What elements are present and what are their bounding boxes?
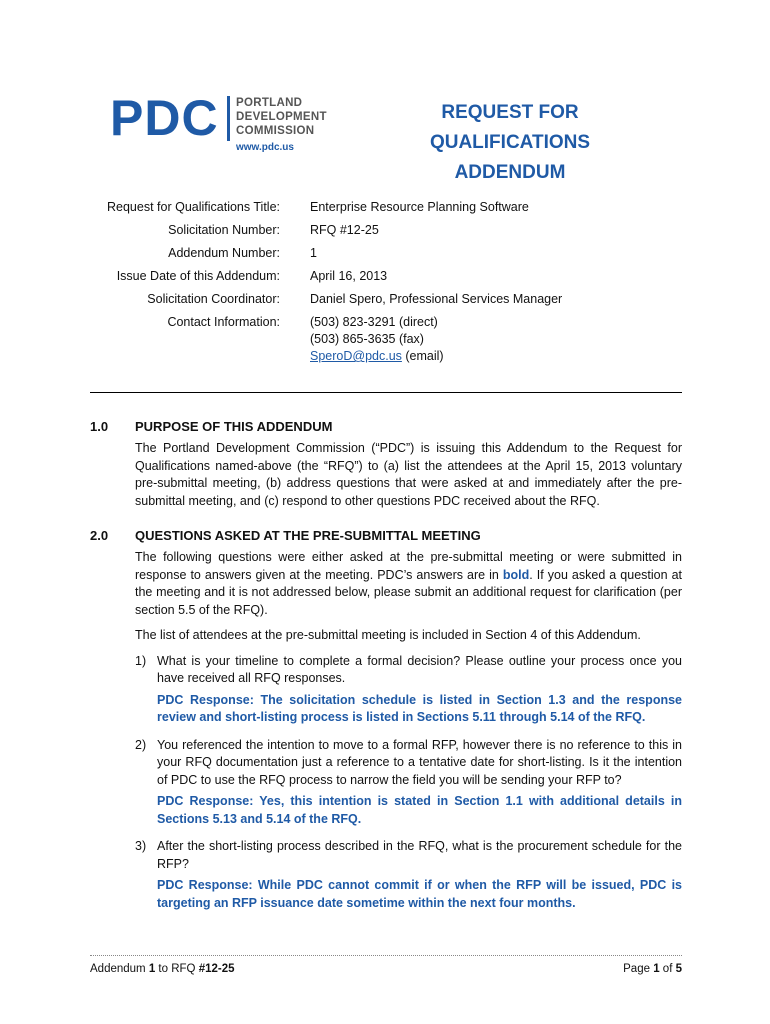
email-suffix: (email) [401,349,444,363]
meta-label: Contact Information: [167,315,280,329]
question-response: PDC Response: Yes, this intention is stated in Section 1.1 with additional details in Sections 5.13 and 5.14 of the RFQ. [157,794,682,826]
footer-left [90,963,235,975]
section-title: QUESTIONS ASKED AT THE PRE-SUBMITTAL MEETING [135,528,481,543]
contact-fax: (503) 865-3635 (fax) [310,332,424,346]
contact-info [310,314,690,365]
email-link[interactable]: SperoD@pdc.us [310,349,402,363]
question-number: 2) [135,737,147,752]
question-number: 3) [135,839,147,853]
section-number: 1.0 [90,419,109,434]
question-text: You referenced the intention to move to a formal RFP, however there is no reference to this in your RFQ documentation just a reference to a tentative date for short-listing. Is it the intention of PDC to use the RFQ process to narrow the field you will be sending your RFP to? [157,737,682,787]
footer-text: Addendum [90,963,149,975]
logo-name-line: PORTLAND [236,97,303,109]
intro-text-a: The following questions were either asked at the pre-submittal meeting or were submitted in response to answers given at the meeting. PDC’s answers are in [135,550,682,582]
meta-label: Request for Qualifications Title: [107,200,280,214]
header-divider [90,392,682,393]
footer-divider [90,955,682,956]
section-number: 2.0 [90,528,109,543]
section-heading [90,418,682,436]
question-text: After the short-listing process described in the RFQ, what is the procurement schedule for the RFP? [157,839,682,871]
title-line: REQUEST FOR QUALIFICATIONS [429,102,591,153]
meta-row [90,268,690,285]
meta-value: Daniel Spero, Professional Services Manager [310,292,563,306]
logo-org-name [236,96,327,138]
footer-right [623,963,682,975]
logo-divider [227,96,230,141]
page-footer [90,963,682,975]
meta-value: 1 [310,246,317,260]
logo-name-line: DEVELOPMENT [236,111,327,123]
contact-direct: (503) 823-3291 (direct) [310,315,438,329]
paragraph: The Portland Development Commission (“PDC”) is issuing this Addendum to the Request for Qualifications named-above (the “RFQ”) to (a) list the attendees at the April 15, 2013 voluntary pre-submittal meeting, (b) address questions that were asked at and immediately after the pre-submittal meeting, and (c) respond to other questions PDC received about the RFQ. [135,441,682,508]
footer-addendum-number: 1 [148,963,156,975]
pdc-logo [110,92,340,162]
solicitation-details [90,199,690,371]
page-total: 5 [675,963,682,975]
meta-row [90,314,690,365]
question-number: 1) [135,653,147,668]
meta-label: Issue Date of this Addendum: [116,269,280,283]
question-item [135,737,682,790]
logo-name-line: COMMISSION [236,125,315,137]
meta-row [90,199,690,216]
question-response: PDC Response: The solicitation schedule is listed in Section 1.3 and the response review and short-listing process is listed in Sections 5.11 through 5.14 of the RFQ. [157,692,682,724]
meta-label: Addendum Number: [168,246,280,260]
meta-value: April 16, 2013 [310,269,388,283]
footer-text: Page [623,963,654,975]
meta-value: RFQ #12-25 [310,223,379,237]
question-item [135,653,682,688]
paragraph [135,549,682,619]
section-body [135,440,682,510]
section-title: PURPOSE OF THIS ADDENDUM [135,419,333,434]
question-item [135,838,682,873]
footer-text: to RFQ [155,963,199,975]
intro-bold: bold [502,567,530,582]
section-purpose [90,418,682,518]
logo-url: www.pdc.us [236,142,294,153]
logo-brand: PDC [110,90,219,146]
document-title [360,98,660,188]
contact-email-line [310,348,690,365]
meta-label: Solicitation Coordinator: [147,292,280,306]
page-number: 1 [653,963,660,975]
meta-row [90,245,690,262]
footer-text: of [659,963,676,975]
question-response: PDC Response: While PDC cannot commit if or when the RFP will be issued, PDC is targeting an RFP issuance date sometime within the next four months. [157,878,682,910]
meta-row [90,291,690,308]
intro-text-b: . If you asked a question at the meeting and it is not addressed below, please submit an additional request for clarification (per section 5.5 of the RFQ). [135,567,682,617]
meta-value: Enterprise Resource Planning Software [310,200,529,214]
paragraph: The list of attendees at the pre-submittal meeting is included in Section 4 of this Addendum. [135,628,641,642]
question-text: What is your timeline to complete a formal decision? Please outline your process once you have received all RFQ responses. [157,653,682,685]
section-heading [90,527,682,545]
footer-rfq-number: #12-25 [198,963,235,975]
meta-row [90,222,690,239]
section-questions [90,527,682,922]
section-body [135,549,682,912]
meta-label: Solicitation Number: [168,223,280,237]
title-line: ADDENDUM [454,162,566,183]
